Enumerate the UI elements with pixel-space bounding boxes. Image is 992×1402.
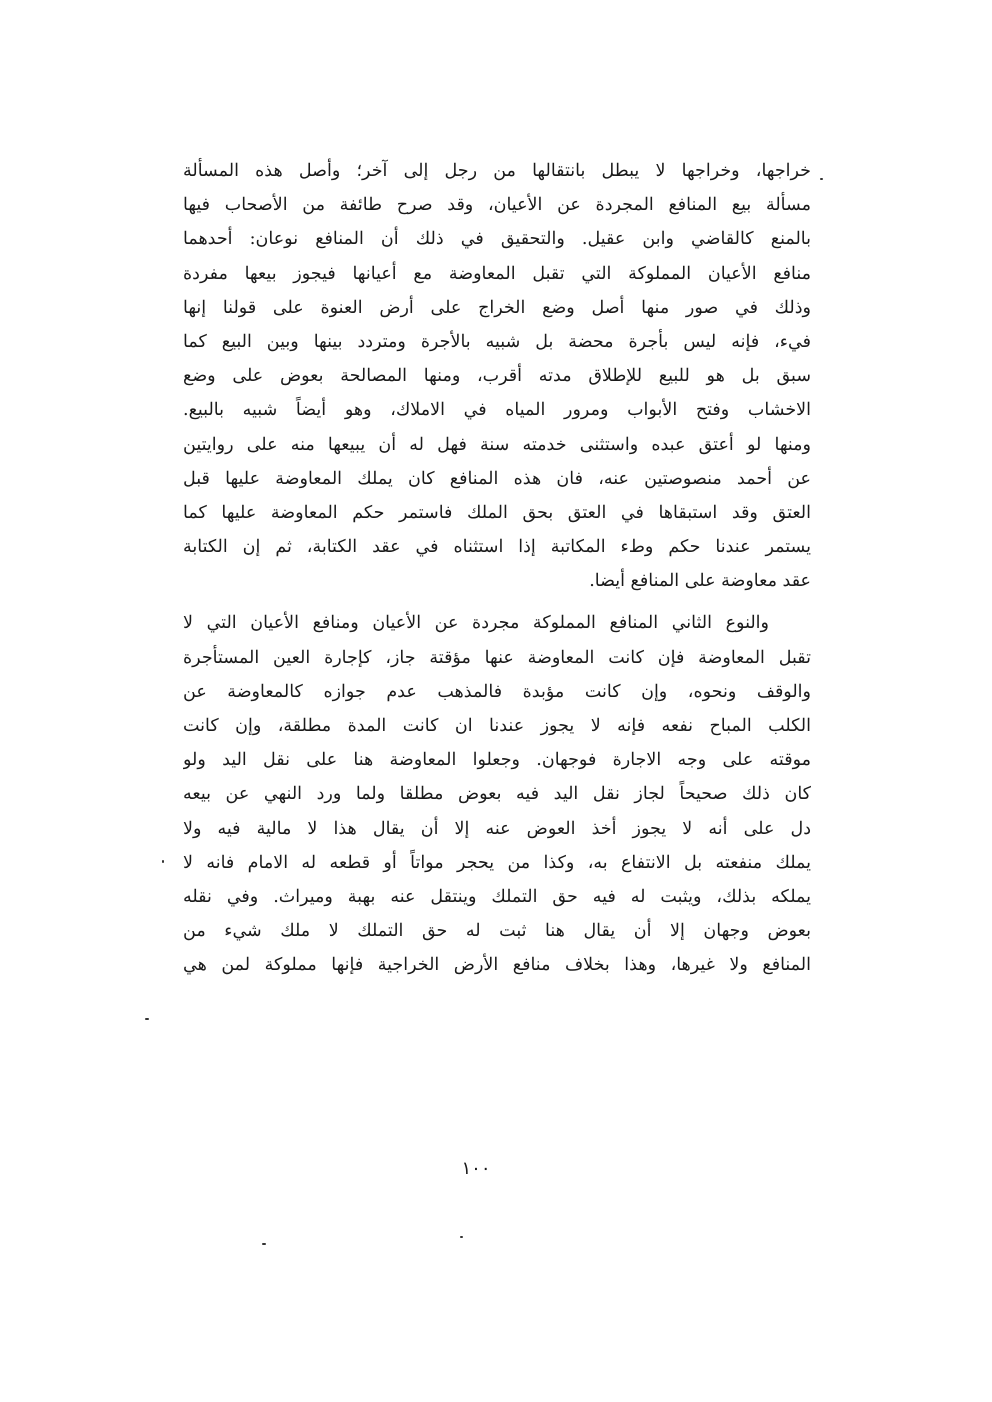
scan-speck (820, 178, 823, 180)
scan-speck (145, 1018, 149, 1020)
text-line: الاخشاب وفتح الأبواب ومرور المياه في الاملاك، وهو أيضاً شبيه بالبيع. (183, 400, 811, 421)
text-line: العتق وقد استبقاها في العتق بحق الملك فاستمر حكم المعاوضة عليها كما (183, 502, 811, 523)
text-line: موقته على وجه الاجارة فوجهان. وجعلوا المعاوضة هنا على نقل اليد ولو (183, 750, 811, 771)
text-line: مسألة بيع المنافع المجردة عن الأعيان، وقد صرح طائفة من الأصحاب فيها (183, 195, 811, 216)
text-line: عن أحمد منصوصتين عنه، فان هذه المنافع كان يملك المعاوضة عليها قبل (183, 468, 811, 489)
page-number: ١٠٠ (461, 1158, 491, 1179)
text-line: منافع الأعيان المملوكة التي تقبل المعاوضة مع أعيانها فيجوز بيعها مفردة (183, 263, 811, 284)
text-line: تقبل المعاوضة فإن كانت المعاوضة عنها مؤقتة جاز، كإجارة العين المستأجرة (183, 647, 811, 668)
text-line: والوقف ونحوه، وإن كانت مؤبدة فالمذهب عدم جوازه كالمعاوضة عن (183, 681, 811, 702)
text-line: بعوض وجهان إلا أن يقال هنا ثبت له حق التملك لا ملك شيء من (183, 921, 811, 942)
text-line: كان ذلك صحيحاً لجاز نقل اليد فيه بعوض مطلقا ولما ورد النهي عن بيعه (183, 784, 811, 805)
text-line: سبق بل هو للبيع للإطلاق مدته أقرب، ومنها المصالحة بعوض على وضع (183, 366, 811, 387)
paragraph-2-first-line: والنوع الثاني المنافع المملوكة مجردة عن الأعيان ومنافع الأعيان التي لا (183, 613, 769, 634)
text-line: ومنها لو أعتق عبده واستثنى خدمته سنة فهل له أن يبيعها منه على روايتين (183, 434, 811, 455)
text-line: خراجها، وخراجها لا يبطل بانتقالها من رجل إلى آخر؛ وأصل هذه المسألة (183, 161, 811, 181)
text-line: دل على أنه لا يجوز أخذ العوض عنه إلا أن يقال هذا لا مالية فيه ولا (183, 818, 811, 839)
text-line: فيء، فإنه ليس بأجرة محضة بل شبيه بالأجرة ومتردد بينها وبين البيع كما (183, 331, 811, 352)
body-text (183, 154, 811, 983)
text-line: يملك منفعته بل الانتفاع به، وكذا من يحجر مواتاً أو قطعه له الامام فانه لا (183, 852, 811, 873)
scan-speck (162, 860, 164, 863)
scan-speck (262, 1243, 266, 1245)
text-line-last: عقد معاوضة على المنافع أيضا. (589, 571, 811, 592)
text-line: يستمر عندنا حكم وطء المكاتبة إذا استثناه في عقد الكتابة، ثم إن الكتابة (183, 537, 811, 558)
text-line: المنافع ولا غيرها، وهذا بخلاف منافع الأرض الخراجية فإنها مملوكة لمن هي (183, 955, 811, 976)
text-line: الكلب المباح نفعه فإنه لا يجوز عندنا ان كانت المدة مطلقة، وإن كانت (183, 716, 811, 736)
text-line: بالمنع كالقاضي وابن عقيل. والتحقيق في ذلك أن المنافع نوعان: أحدهما (183, 229, 811, 250)
scan-speck (460, 1236, 463, 1238)
text-line: وذلك في صور منها أصل وضع الخراج على أرض العنوة على قولنا إنها (183, 297, 811, 318)
text-line: يملكه بذلك، ويثبت له فيه حق التملك وينتقل عنه بهبة وميراث. وفي نقله (183, 886, 811, 907)
